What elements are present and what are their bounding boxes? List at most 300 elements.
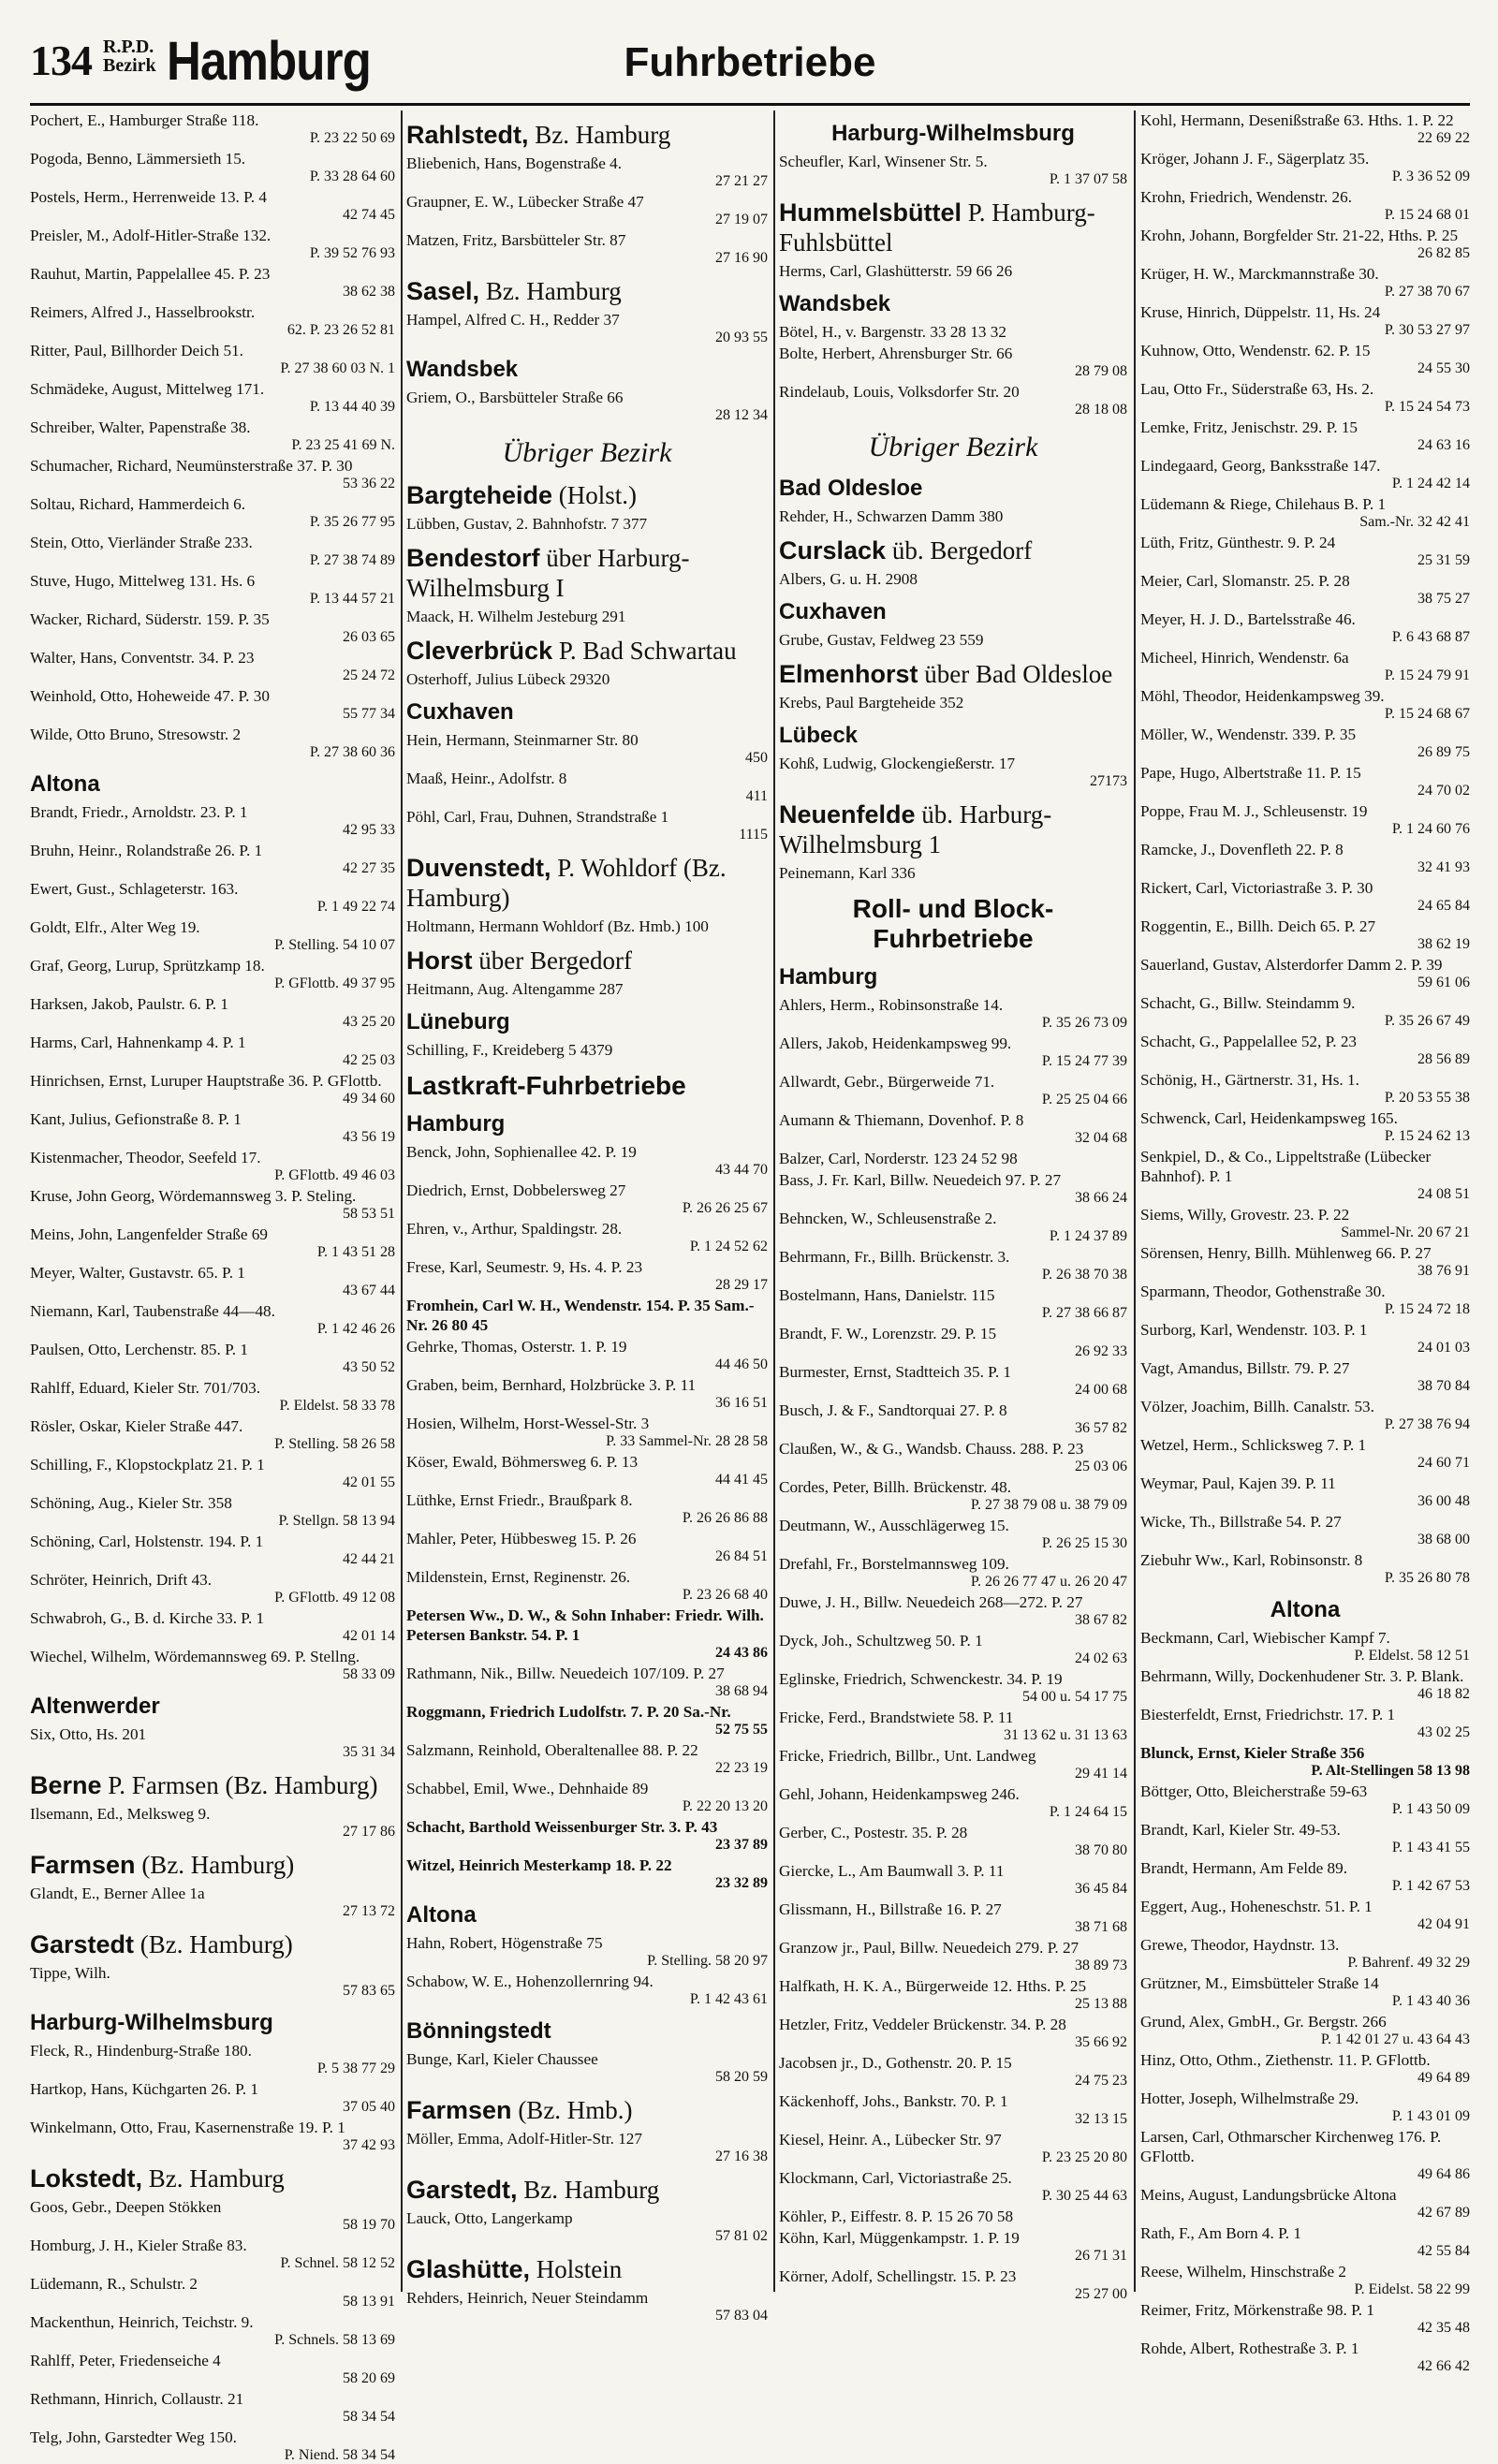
place-postal: über Bergedorf [472, 946, 632, 975]
entry-phone: P. Stelling. 58 26 58 [274, 1436, 395, 1452]
listing-entry [779, 569, 1127, 589]
place-heading [406, 276, 768, 306]
entry-phone: P. 1 42 01 27 u. 43 64 43 [1320, 2031, 1470, 2047]
listing-entry [1140, 1397, 1470, 1433]
entry-phone: 32 04 68 [1075, 1130, 1127, 1146]
listing-entry [779, 995, 1127, 1032]
listing-entry [779, 2015, 1127, 2051]
entry-phone: 26 03 65 [343, 629, 395, 645]
entry-text: Holtmann, Hermann Wohldorf (Bz. Hmb.) 100 [406, 917, 709, 935]
entry-phone: P. 1 43 41 55 [1391, 1840, 1470, 1855]
place-heading [779, 535, 1127, 565]
place-name: Farmsen [30, 1851, 136, 1879]
place-name: Horst [406, 946, 473, 975]
listing-entry [1140, 149, 1470, 185]
place-postal: P. Wohldorf (Bz. Hamburg) [406, 854, 727, 912]
place-postal: Holstein [530, 2255, 623, 2283]
listing-entry [30, 2041, 395, 2077]
entry-text: Hetzler, Fritz, Veddeler Brückenstr. 34. P. 28 [779, 2016, 1066, 2033]
listing-entry [30, 802, 395, 839]
listing-entry [1140, 917, 1470, 953]
listing-entry [779, 1247, 1127, 1283]
listing-entry [406, 1414, 768, 1450]
rpd-label: R.P.D. [103, 37, 154, 57]
listing-entry [1140, 2223, 1470, 2260]
place-name: Lokstedt, [30, 2164, 143, 2193]
listing-entry [30, 841, 395, 877]
entry-text: Rethmann, Hinrich, Collaustr. 21 [30, 2390, 244, 2408]
entry-phone: 58 13 91 [343, 2294, 395, 2310]
entry-phone: 37 05 40 [343, 2099, 395, 2115]
listing-entry [30, 2236, 395, 2272]
listing-entry [30, 1455, 395, 1491]
listing-entry [1140, 1973, 1470, 2010]
entry-phone: 43 67 44 [343, 1283, 395, 1298]
place-name: Farmsen [406, 2096, 512, 2124]
section-heading: Altenwerder [30, 1694, 160, 1719]
entry-text: Schilling, F., Kreideberg 5 4379 [406, 1041, 613, 1059]
entry-text: Weymar, Paul, Kajen 39. P. 11 [1140, 1474, 1336, 1492]
listing-entry [1140, 2300, 1470, 2337]
entry-text: Rahlff, Peter, Friedenseiche 4 [30, 2352, 221, 2369]
listing-entry [1140, 1897, 1470, 1933]
entry-phone: P. Stellgn. 58 13 94 [278, 1513, 395, 1529]
place-postal: über Bad Oldesloe [918, 660, 1113, 688]
entry-phone: P. 33 Sammel-Nr. 28 28 58 [606, 1433, 768, 1449]
listing-entry [406, 730, 768, 767]
region-heading: Übriger Bezirk [502, 437, 672, 468]
listing-entry [1140, 1358, 1470, 1395]
listing-entry [1140, 2262, 1470, 2298]
directory-page [30, 26, 1470, 2463]
listing-entry [1140, 840, 1470, 876]
listing-entry [406, 2288, 768, 2325]
entry-text: Sauerland, Gustav, Alsterdorfer Damm 2. P. 39 [1140, 956, 1443, 974]
entry-phone: 32 41 93 [1417, 859, 1470, 875]
section-heading: Lübeck [779, 723, 859, 748]
listing-entry [30, 956, 395, 992]
entry-phone: P. 1 43 51 28 [316, 1244, 395, 1260]
section-heading: Cuxhaven [779, 599, 887, 624]
listing-entry [30, 1263, 395, 1299]
entry-phone: 58 19 70 [343, 2217, 395, 2233]
entry-phone: P. 27 38 74 89 [309, 552, 395, 568]
entry-text: Schröter, Heinrich, Drift 43. [30, 1571, 213, 1589]
entry-text: Pöhl, Carl, Frau, Duhnen, Strandstraße 1 [406, 808, 669, 826]
entry-phone: P. 1 42 67 53 [1391, 1878, 1470, 1894]
entry-text: Tippe, Wilh. [30, 1964, 110, 1982]
entry-text: Busch, J. & F., Sandtorquai 27. P. 8 [779, 1401, 1007, 1419]
listing-entry [779, 1170, 1127, 1207]
entry-text: Klockmann, Carl, Victoriastraße 25. [779, 2169, 1012, 2187]
column-1 [30, 110, 395, 2463]
entry-phone: 20 93 55 [715, 330, 768, 345]
place-postal: (Bz. Hmb.) [511, 2096, 633, 2124]
entry-text: Behncken, W., Schleusenstraße 2. [779, 1210, 997, 1227]
entry-text: Krohn, Johann, Borgfelder Str. 21-22, Hths. P. 25 [1140, 227, 1459, 244]
listing-entry [406, 1296, 768, 1335]
listing-entry [1140, 1782, 1470, 1818]
entry-text: Schwabroh, G., B. d. Kirche 33. P. 1 [30, 1609, 265, 1627]
entry-phone: 23 32 89 [715, 1875, 768, 1891]
place-name: Hummelsbüttel [779, 198, 962, 227]
section-heading: Wandsbek [406, 357, 519, 382]
listing-entry [1140, 341, 1470, 377]
column-2 [406, 110, 768, 2324]
entry-phone: P. 13 44 57 21 [309, 591, 395, 607]
entry-text: Balzer, Carl, Norderstr. 123 24 52 98 [779, 1150, 1018, 1167]
entry-text: Deutmann, W., Ausschlägerweg 15. [779, 1517, 1009, 1534]
entry-phone: 25 27 00 [1075, 2286, 1127, 2302]
entry-phone: 450 [745, 750, 768, 766]
entry-phone: P. 5 38 77 29 [316, 2061, 395, 2076]
listing-entry [779, 1976, 1127, 2013]
entry-phone: 26 71 31 [1075, 2248, 1127, 2264]
listing-entry [1140, 955, 1470, 991]
columns [30, 110, 1470, 2463]
listing-entry [30, 1301, 395, 1338]
entry-phone: P. 35 26 77 95 [309, 514, 395, 530]
entry-text: Jacobsen jr., D., Gothenstr. 20. P. 15 [779, 2054, 1012, 2072]
entry-text: Claußen, W., & G., Wandsb. Chauss. 288. P. 23 [779, 1440, 1084, 1458]
entry-text: Vagt, Amandus, Billstr. 79. P. 27 [1140, 1359, 1350, 1377]
entry-text: Beckmann, Carl, Wiebischer Kampf 7. [1140, 1629, 1390, 1647]
entry-phone: 38 70 84 [1417, 1378, 1470, 1394]
entry-phone: 25 13 88 [1075, 1996, 1127, 2012]
entry-phone: 27 17 86 [343, 1824, 395, 1840]
entry-phone: P. 25 25 04 66 [1041, 1092, 1127, 1107]
listing-entry [406, 769, 768, 805]
entry-text: Maack, H. Wilhelm Jesteburg 291 [406, 608, 626, 625]
entry-text: Kiesel, Heinr. A., Lübecker Str. 97 [779, 2131, 1002, 2149]
listing-entry [1140, 1435, 1470, 1472]
listing-entry [406, 1817, 768, 1854]
listing-entry [1140, 264, 1470, 301]
entry-text: Blunck, Ernst, Kieler Straße 356 [1140, 1744, 1365, 1762]
listing-entry [1140, 302, 1470, 339]
listing-entry [1140, 2185, 1470, 2222]
entry-text: Biesterfeldt, Ernst, Friedrichstr. 17. P. 1 [1140, 1706, 1396, 1723]
bezirk-label: Bezirk [103, 55, 156, 76]
entry-phone: 57 83 65 [343, 1983, 395, 1999]
entry-phone: 411 [745, 788, 768, 804]
listing-entry [30, 1225, 395, 1261]
entry-phone: 58 53 51 [343, 1206, 395, 1222]
entry-text: Gehrke, Thomas, Osterstr. 1. P. 19 [406, 1338, 627, 1356]
entry-text: Mahler, Peter, Hübbesweg 15. P. 26 [406, 1530, 637, 1547]
entry-phone: 42 95 33 [343, 822, 395, 838]
entry-phone: 27 16 38 [715, 2149, 768, 2164]
listing-entry [30, 494, 395, 531]
entry-text: Reese, Wilhelm, Hinschstraße 2 [1140, 2263, 1346, 2281]
section-heading: Lüneburg [406, 1009, 510, 1034]
listing-entry [30, 2427, 395, 2464]
listing-entry [779, 1631, 1127, 1667]
listing-entry [30, 302, 395, 339]
place-postal: P. Farmsen (Bz. Hamburg) [101, 1771, 378, 1799]
listing-entry [1140, 418, 1470, 454]
listing-entry [406, 807, 768, 843]
place-heading [30, 1770, 395, 1800]
entry-text: Bliebenich, Hans, Bogenstraße 4. [406, 154, 623, 172]
column-4 [1140, 110, 1470, 2374]
place-postal: Bz. Hamburg [142, 2164, 285, 2193]
entry-phone: P. Bahrenf. 49 32 29 [1347, 1955, 1470, 1971]
entry-text: Bunge, Karl, Kieler Chaussee [406, 2050, 598, 2068]
listing-entry [30, 2274, 395, 2310]
listing-entry [1140, 1205, 1470, 1241]
entry-text: Rohde, Albert, Rothestraße 3. P. 1 [1140, 2339, 1359, 2357]
entry-phone: 26 82 85 [1417, 245, 1470, 261]
entry-phone: 27 13 72 [343, 1903, 395, 1919]
listing-entry [779, 1477, 1127, 1514]
place-postal: Bz. Hamburg [517, 2176, 660, 2204]
listing-entry [406, 1529, 768, 1565]
entry-text: Lindegaard, Georg, Banksstraße 147. [1140, 457, 1381, 475]
entry-text: Hinz, Otto, Othm., Ziethenstr. 11. P. GFlottb. [1140, 2051, 1431, 2069]
entry-text: Wiechel, Wilhelm, Wördemannsweg 69. P. Stellng. [30, 1648, 360, 1665]
place-heading [406, 853, 768, 913]
entry-phone: P. GFlottb. 49 12 08 [274, 1590, 395, 1606]
entry-text: Witzel, Heinrich Mesterkamp 18. P. 22 [406, 1856, 672, 1874]
listing-entry [1140, 1032, 1470, 1068]
listing-entry [30, 1570, 395, 1606]
listing-entry [1140, 187, 1470, 224]
entry-text: Behrmann, Willy, Dockenhudener Str. 3. P. Blank. [1140, 1667, 1464, 1685]
entry-text: Schönig, H., Gärtnerstr. 31, Hs. 1. [1140, 1071, 1359, 1089]
entry-phone: 38 68 00 [1417, 1532, 1470, 1547]
listing-entry [1140, 2127, 1470, 2183]
entry-text: Pogoda, Benno, Lämmersieth 15. [30, 150, 246, 168]
entry-text: Diedrich, Ernst, Dobbelersweg 27 [406, 1181, 626, 1199]
column-rule [773, 110, 775, 2292]
section-heading: Harburg-Wilhelmsburg [30, 2010, 273, 2035]
listing-entry [779, 1439, 1127, 1475]
entry-text: Rehder, H., Schwarzen Damm 380 [779, 507, 1004, 525]
entry-phone: 52 75 55 [715, 1722, 768, 1738]
entry-phone: P. Alt-Stellingen 58 13 98 [1311, 1763, 1470, 1779]
listing-entry [1140, 993, 1470, 1030]
entry-text: Micheel, Hinrich, Wendenstr. 6a [1140, 649, 1349, 667]
entry-text: Möller, Emma, Adolf-Hitler-Str. 127 [406, 2130, 642, 2148]
entry-phone: P. 23 26 68 40 [682, 1587, 768, 1603]
place-name: Rahlstedt, [406, 121, 529, 149]
entry-phone: 24 00 68 [1075, 1382, 1127, 1398]
entry-text: Pape, Hugo, Albertstraße 11. P. 15 [1140, 764, 1361, 782]
entry-text: Herms, Carl, Glashütterstr. 59 66 26 [779, 262, 1013, 280]
entry-phone: P. 15 24 68 67 [1384, 706, 1470, 722]
entry-text: Maaß, Heinr., Adolfstr. 8 [406, 770, 567, 787]
listing-entry [779, 754, 1127, 790]
entry-text: Schacht, Barthold Weissenburger Str. 3. P. 43 [406, 1818, 718, 1836]
listing-entry [30, 1532, 395, 1568]
place-name: Bendestorf [406, 544, 540, 572]
listing-entry [30, 456, 395, 492]
place-postal: (Holst.) [552, 481, 638, 509]
entry-phone: P. 27 38 66 87 [1041, 1305, 1127, 1321]
entry-phone: 53 36 22 [343, 476, 395, 491]
entry-text: Kistenmacher, Theodor, Seefeld 17. [30, 1149, 261, 1166]
listing-entry [1140, 533, 1470, 569]
entry-phone: 27 19 07 [715, 212, 768, 227]
entry-phone: 35 66 92 [1075, 2034, 1127, 2050]
entry-phone: 44 41 45 [715, 1472, 768, 1488]
entry-text: Dyck, Joh., Schultzweg 50. P. 1 [779, 1632, 983, 1650]
entry-text: Meins, John, Langenfelder Straße 69 [30, 1225, 268, 1243]
entry-phone: 58 34 54 [343, 2409, 395, 2425]
listing-entry [1140, 1070, 1470, 1107]
entry-text: Mildenstein, Ernst, Reginenstr. 26. [406, 1568, 631, 1586]
entry-text: Soltau, Richard, Hammerdeich 6. [30, 495, 246, 513]
listing-entry [30, 1340, 395, 1376]
entry-phone: P. 39 52 76 93 [309, 245, 395, 261]
entry-text: Schöning, Aug., Kieler Str. 358 [30, 1494, 232, 1512]
entry-text: Fricke, Friedrich, Billbr., Unt. Landweg [779, 1747, 1036, 1765]
entry-phone: P. 26 26 77 47 u. 26 20 47 [970, 1574, 1127, 1590]
entry-phone: 42 67 89 [1417, 2205, 1470, 2221]
listing-entry [30, 1071, 395, 1107]
listing-entry [406, 607, 768, 626]
entry-text: Kohß, Ludwig, Glockengießerstr. 17 [779, 755, 1016, 772]
place-name: Berne [30, 1771, 102, 1799]
place-name: Duvenstedt, [406, 854, 551, 882]
entry-phone: 42 74 45 [343, 207, 395, 223]
entry-phone: P. 35 26 80 78 [1384, 1570, 1470, 1586]
listing-entry [30, 1148, 395, 1184]
entry-text: Grube, Gustav, Feldweg 23 559 [779, 631, 984, 649]
entry-text: Wacker, Richard, Süderstr. 159. P. 35 [30, 610, 270, 628]
entry-text: Granzow jr., Paul, Billw. Neuedeich 279. P. 27 [779, 1939, 1079, 1957]
entry-phone: P. 1 42 43 61 [689, 1991, 768, 2007]
place-heading [30, 1850, 395, 1880]
entry-phone: P. Stelling. 58 20 97 [647, 1953, 768, 1969]
place-postal: P. Bad Schwartau [552, 637, 737, 665]
listing-entry [406, 1375, 768, 1412]
place-name: Garstedt [30, 1930, 135, 1958]
entry-phone: P. Schnel. 58 12 52 [280, 2255, 395, 2271]
entry-phone: P. 1 43 01 09 [1391, 2108, 1470, 2124]
listing-entry [30, 1378, 395, 1415]
entry-phone: 42 01 55 [343, 1474, 395, 1490]
entry-phone: P. 15 24 68 01 [1384, 207, 1470, 223]
entry-phone: P. 1 24 42 14 [1391, 476, 1470, 491]
place-name: Glashütte, [406, 2255, 531, 2283]
listing-entry [406, 1181, 768, 1217]
listing-entry [406, 1702, 768, 1738]
entry-phone: 28 12 34 [715, 407, 768, 423]
entry-phone: 32 13 15 [1075, 2111, 1127, 2127]
place-name: Garstedt, [406, 2176, 518, 2204]
entry-text: Salzmann, Reinhold, Oberaltenallee 88. P. 22 [406, 1741, 698, 1759]
entry-text: Aumann & Thiemann, Dovenhof. P. 8 [779, 1111, 1024, 1129]
entry-text: Osterhoff, Julius Lübeck 29320 [406, 670, 610, 688]
entry-phone: P. 1 43 50 09 [1391, 1801, 1470, 1817]
section-heading: Altona [1270, 1597, 1341, 1622]
entry-text: Cordes, Peter, Billh. Brückenstr. 48. [779, 1478, 1012, 1496]
entry-phone: 29 41 14 [1075, 1766, 1127, 1782]
listing-entry [1140, 1858, 1470, 1895]
listing-entry [30, 917, 395, 954]
listing-entry [30, 1416, 395, 1453]
listing-entry [406, 1142, 768, 1179]
listing-entry [779, 1938, 1127, 1974]
listing-entry [30, 1186, 395, 1223]
listing-entry [779, 382, 1127, 418]
place-heading [406, 2095, 768, 2125]
entry-text: Schacht, G., Billw. Steindamm 9. [1140, 994, 1356, 1012]
entry-text: Peinemann, Karl 336 [779, 864, 916, 882]
entry-text: Harksen, Jakob, Paulstr. 6. P. 1 [30, 995, 228, 1013]
entry-phone: P. 27 38 79 08 u. 38 79 09 [970, 1497, 1127, 1513]
entry-text: Bass, J. Fr. Karl, Billw. Neuedeich 97. P. 27 [779, 1171, 1062, 1189]
entry-phone: 27 21 27 [715, 173, 768, 189]
entry-text: Glandt, E., Berner Allee 1a [30, 1885, 205, 1902]
entry-text: Six, Otto, Hs. 201 [30, 1725, 147, 1743]
section-heading: Hamburg [406, 1111, 506, 1137]
place-name: Bargteheide [406, 481, 553, 509]
entry-phone: 24 60 71 [1417, 1455, 1470, 1471]
entry-text: Postels, Herm., Herrenweide 13. P. 4 [30, 188, 267, 206]
listing-entry [1140, 1147, 1470, 1203]
listing-entry [406, 1664, 768, 1700]
entry-text: Albers, G. u. H. 2908 [779, 570, 918, 588]
listing-entry [1140, 1474, 1470, 1510]
entry-phone: 57 81 02 [715, 2228, 768, 2244]
entry-phone: 22 23 19 [715, 1760, 768, 1776]
listing-entry [406, 1490, 768, 1527]
category-heading: Lastkraft-Fuhrbetriebe [406, 1071, 686, 1100]
entry-text: Schacht, G., Pappelallee 52, P. 23 [1140, 1033, 1358, 1050]
entry-phone: P. 26 25 15 30 [1041, 1535, 1127, 1551]
column-rule [1134, 110, 1136, 2292]
entry-text: Griem, O., Barsbütteler Straße 66 [406, 389, 624, 406]
listing-entry [30, 571, 395, 608]
listing-entry [779, 1401, 1127, 1437]
entry-text: Grund, Alex, GmbH., Gr. Bergstr. 266 [1140, 2013, 1387, 2031]
listing-entry [406, 310, 768, 346]
listing-entry [779, 1784, 1127, 1821]
entry-phone: 43 02 25 [1417, 1724, 1470, 1740]
entry-phone: P. Niend. 58 34 54 [284, 2447, 395, 2463]
entry-phone: 43 50 52 [343, 1359, 395, 1375]
listing-entry [30, 226, 395, 262]
entry-phone: P. 1 49 22 74 [316, 899, 395, 915]
entry-text: Kruse, Hinrich, Düppelstr. 11, Hs. 24 [1140, 303, 1381, 321]
listing-entry [406, 1972, 768, 2008]
entry-text: Kohl, Hermann, Desenißstraße 63. Hths. 1. P. 22 [1140, 111, 1454, 129]
section-heading: Cuxhaven [406, 699, 514, 725]
listing-entry [779, 1110, 1127, 1147]
listing-entry [406, 669, 768, 689]
listing-entry [30, 1724, 395, 1761]
listing-entry [779, 1209, 1127, 1245]
entry-text: Heitmann, Aug. Altengamme 287 [406, 980, 624, 998]
entry-phone: 38 75 27 [1417, 591, 1470, 607]
listing-entry [779, 2266, 1127, 2303]
entry-text: Paulsen, Otto, Lerchenstr. 85. P. 1 [30, 1341, 248, 1358]
entry-text: Rösler, Oskar, Kieler Straße 447. [30, 1417, 243, 1435]
entry-text: Hahn, Robert, Högenstraße 75 [406, 1934, 603, 1952]
entry-phone: 38 62 19 [1417, 936, 1470, 952]
entry-text: Lau, Otto Fr., Süderstraße 63, Hs. 2. [1140, 380, 1374, 398]
place-heading [406, 120, 768, 150]
section-heading: Altona [406, 1902, 477, 1928]
entry-phone: 27 16 90 [715, 250, 768, 266]
place-name: Elmenhorst [779, 660, 918, 688]
place-heading [779, 659, 1127, 689]
entry-text: Meyer, H. J. D., Bartelsstraße 46. [1140, 610, 1356, 628]
listing-entry [30, 110, 395, 147]
